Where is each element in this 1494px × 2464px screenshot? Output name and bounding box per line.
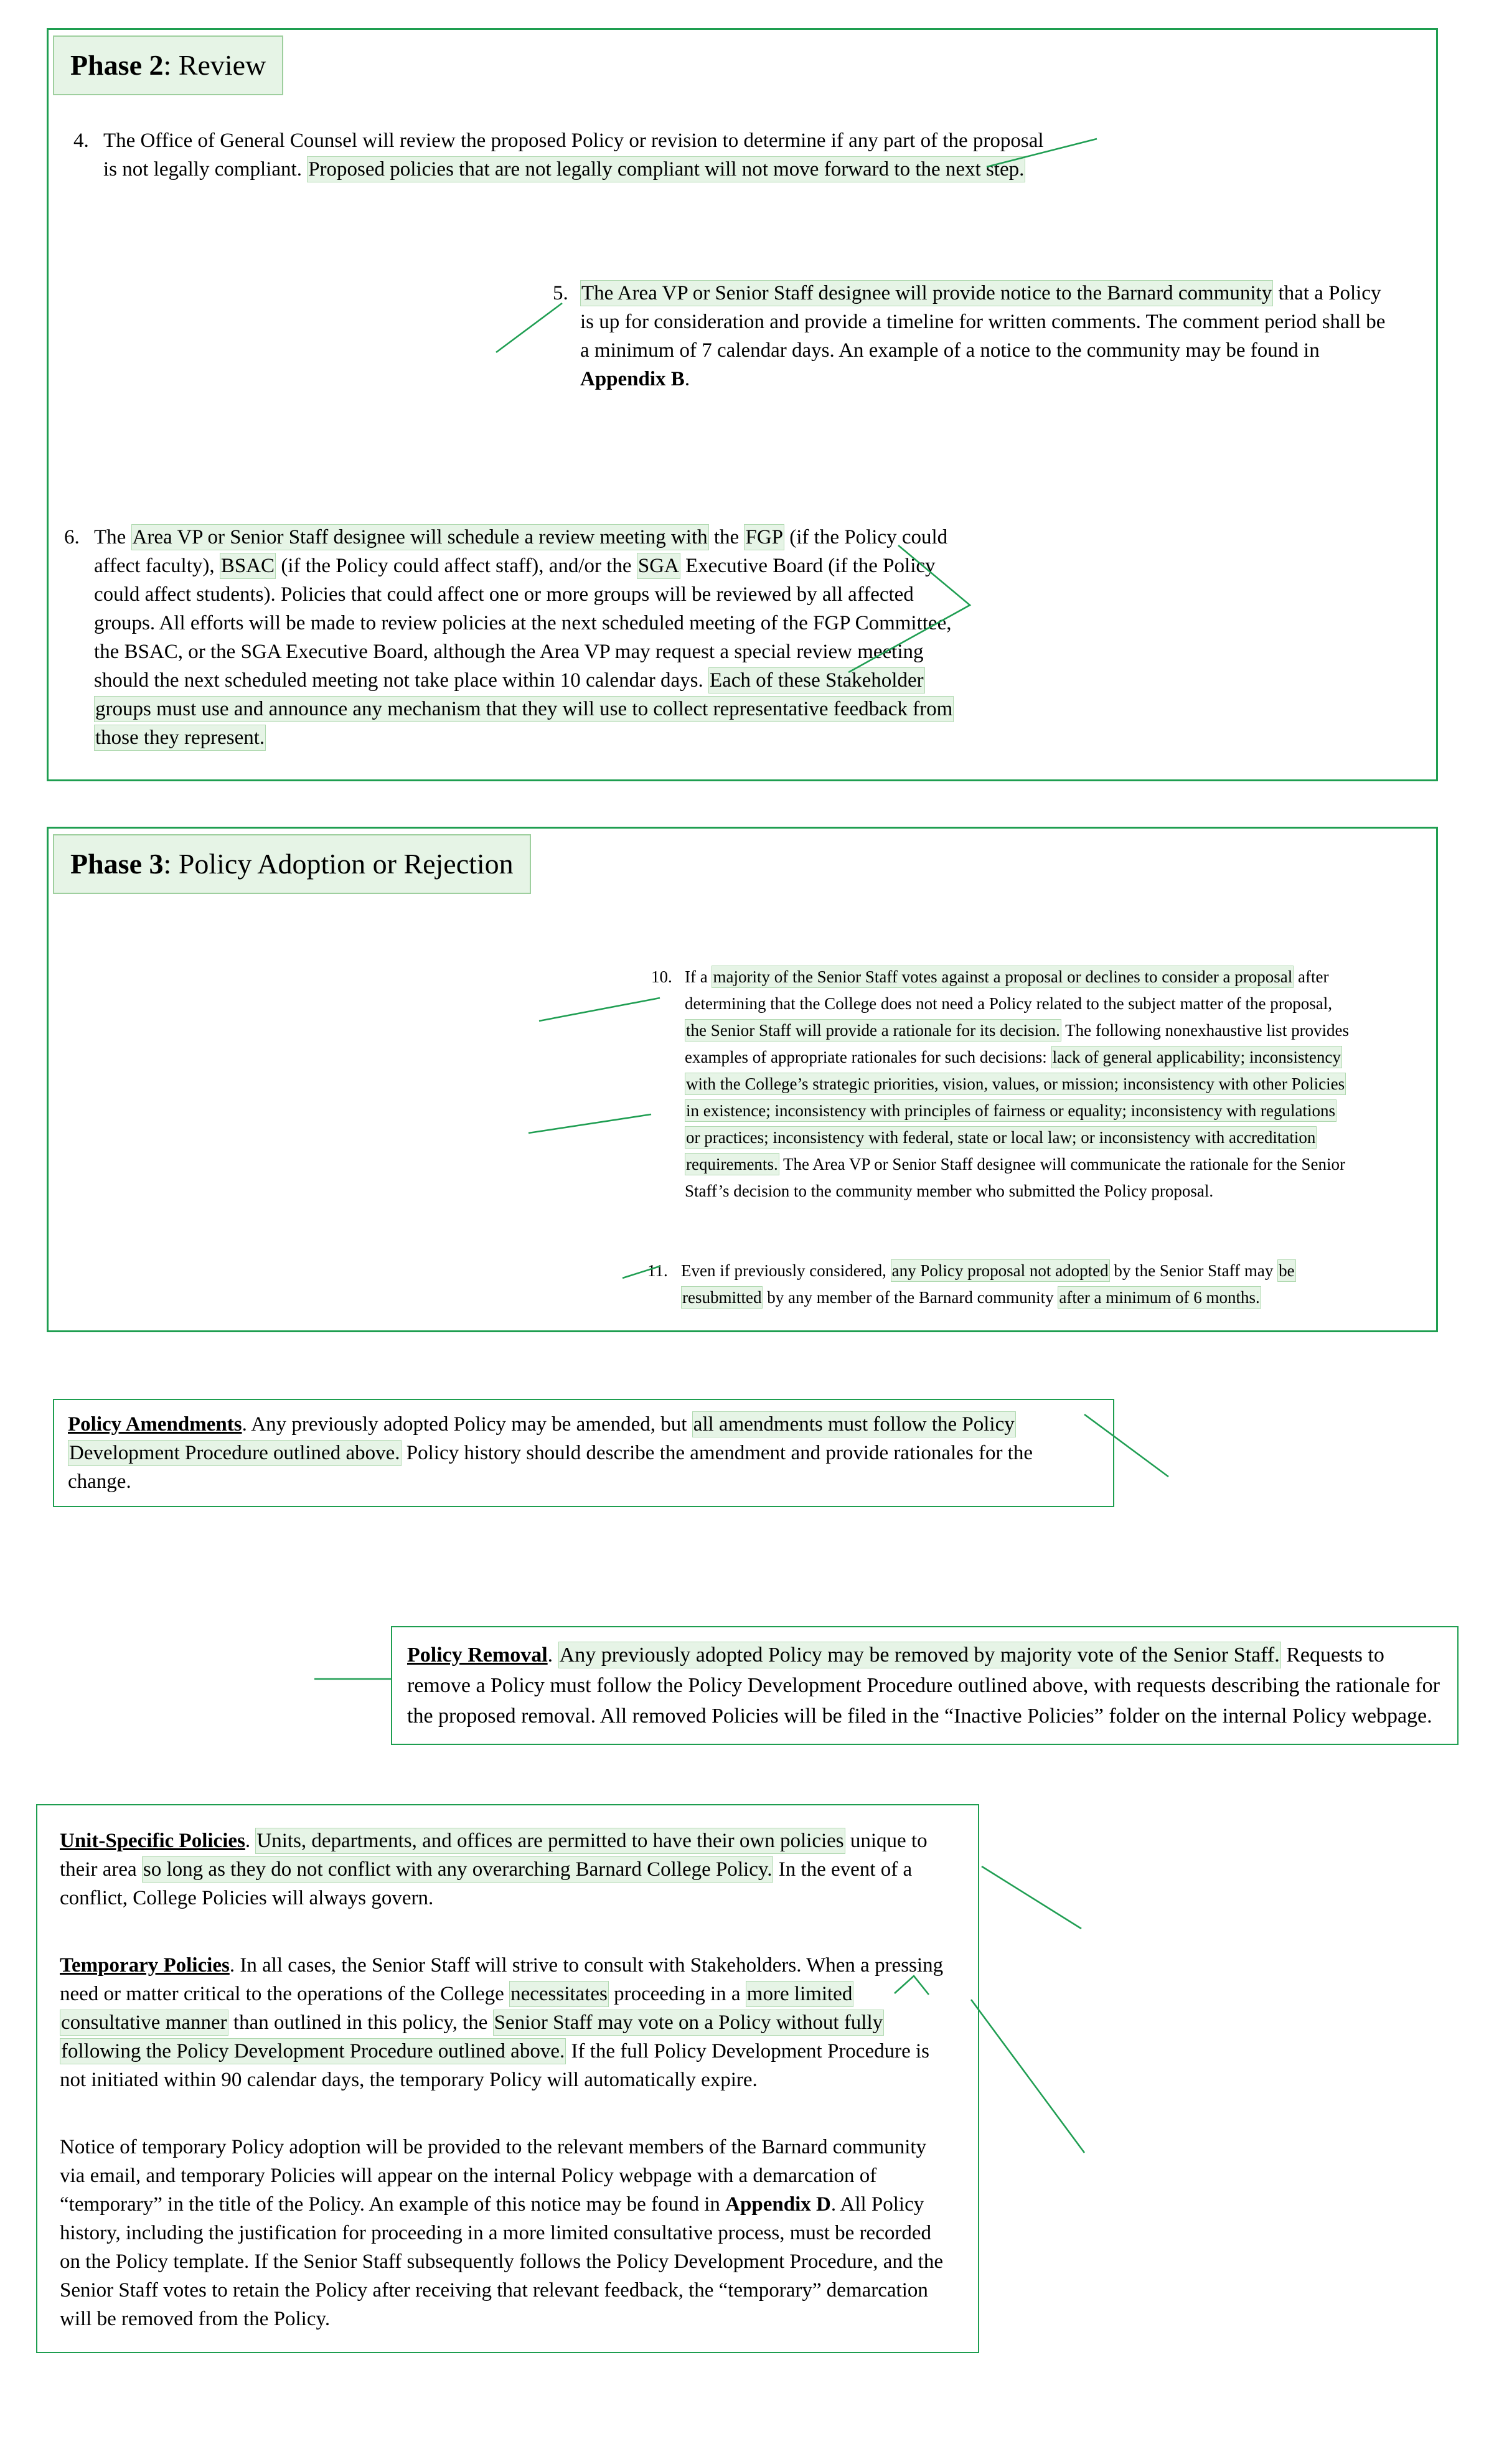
temporary-policies-paragraph: Temporary Policies. In all cases, the Senior Staff will strive to consult with Stakeholders. When a pressing need or matter critical to the operations of the College necessitates proceeding in a more limited consultative manner than outlined in this policy, the Senior Staff may vote on a Policy without fully following the Policy Development Procedure outlined above. If the full Policy Development Procedure is not initiated within 90 calendar days, the temporary Policy will automatically expire. (60, 1954, 944, 2091)
list-item-6-text: The Area VP or Senior Staff designee will schedule a review meeting with the FGP (if the Policy could affect faculty), BSAC (if the Policy could affect staff), and/or the SGA Executive Board (if the Policy could affect students). Policies that could affect one or more groups will be reviewed by all affected groups. All efforts will be made to review policies at the next scheduled meeting of the FGP Committee, the BSAC, or the SGA Executive Board, although the Area VP may request a special review meeting should the next scheduled meeting not take place within 10 calendar days. Each of these Stakeholder groups must use and announce any mechanism that they will use to collect representative feedback from those they represent. (94, 523, 954, 752)
list-item-4-text: The Office of General Counsel will review the proposed Policy or revision to determine if any part of the proposal is not legally compliant. Proposed policies that are not legally compliant will not move forward to the next step. (103, 126, 1054, 184)
phase2-heading-bold: Phase 2 (70, 49, 164, 81)
list-item-10-number: 10. (651, 967, 672, 986)
list-item-6 (64, 523, 954, 752)
list-item-5-number: 5. (553, 282, 568, 304)
list-item-5 (553, 279, 1393, 393)
list-item-11 (647, 1258, 1354, 1311)
policy-amendments-box (53, 1399, 1114, 1507)
phase3-heading-bold: Phase 3 (70, 848, 164, 880)
annotation-line-unit-specific (982, 1866, 1081, 1929)
temporary-notice-paragraph: Notice of temporary Policy adoption will be provided to the relevant members of the Barnard community via email, and temporary Policies will appear on the internal Policy webpage with a demarcation of “temporary” in the title of the Policy. An example of this notice may be found in Appendix D. All Policy history, including the justification for proceeding in a more limited consultative process, must be recorded on the Policy template. If the Senior Staff subsequently follows the Policy Development Procedure, and the Senior Staff votes to retain the Policy after receiving that relevant feedback, the “temporary” demarcation will be removed from the Policy. (60, 2136, 943, 2330)
policy-removal-box (391, 1626, 1459, 1745)
unit-specific-policies-box (36, 1804, 979, 2353)
list-item-4-number: 4. (73, 129, 89, 152)
phase2-heading (53, 35, 283, 95)
list-item-6-number: 6. (64, 526, 80, 548)
phase3-heading (53, 834, 531, 894)
phase3-heading-rest: : Policy Adoption or Rejection (163, 848, 514, 880)
unit-specific-paragraph: Unit-Specific Policies. Units, departments, and offices are permitted to have their own policies unique to their area so long as they do not conflict with any overarching Barnard College Policy. In the event of a conflict, College Policies will always govern. (60, 1827, 956, 1912)
phase2-heading-rest: : Review (163, 49, 266, 81)
list-item-11-number: 11. (647, 1261, 668, 1280)
list-item-10 (651, 964, 1351, 1205)
list-item-5-text: The Area VP or Senior Staff designee will provide notice to the Barnard community that a Policy is up for consideration and provide a timeline for written comments. The comment period shall be a minimum of 7 calendar days. An example of a notice to the community may be found in Appendix B. (580, 279, 1393, 393)
annotation-line-temporary (971, 2000, 1084, 2153)
policy-removal-paragraph: Policy Removal. Any previously adopted Policy may be removed by majority vote of the Senior Staff. Requests to remove a Policy must follow the Policy Development Procedure outlined above, with requests describing the rationale for the proposed removal. All removed Policies will be filed in the “Inactive Policies” folder on the internal Policy webpage. (407, 1640, 1442, 1731)
policy-amendments-paragraph: Policy Amendments. Any previously adopted Policy may be amended, but all amendments must follow the Policy Development Procedure outlined above. Policy history should describe the amendment and provide rationales for the change. (68, 1410, 1099, 1496)
list-item-10-text: If a majority of the Senior Staff votes against a proposal or declines to consider a proposal after determining that the College does not need a Policy related to the subject matter of the proposal, the Senior Staff will provide a rationale for its decision. The following nonexhaustive list provides examples of appropriate rationales for such decisions: lack of general applicability; inconsistency with the College’s strategic priorities, vision, values, or mission; inconsistency with other Policies in existence; inconsistency with principles of fairness or equality; inconsistency with regulations or practices; inconsistency with federal, state or local law; or inconsistency with accreditation requirements. The Area VP or Senior Staff designee will communicate the rationale for the Senior Staff’s decision to the community member who submitted the Policy proposal. (685, 964, 1351, 1205)
list-item-4 (73, 126, 1054, 184)
list-item-11-text: Even if previously considered, any Policy proposal not adopted by the Senior Staff may be resubmitted by any member of the Barnard community after a minimum of 6 months. (681, 1258, 1354, 1311)
